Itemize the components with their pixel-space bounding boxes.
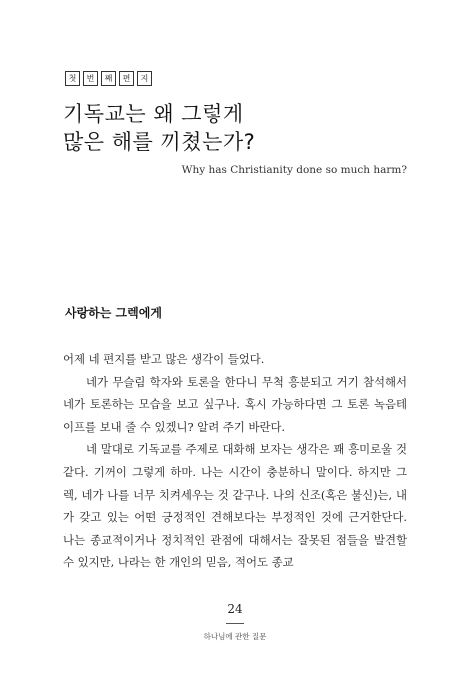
page-number: 24 (227, 602, 243, 616)
chapter-title-line-2: 많은 해를 끼쳤는가? (63, 130, 256, 154)
running-footer: 하나님에 관한 질문 (203, 632, 267, 641)
chapter-label-char: 째 (101, 71, 116, 86)
body-text (63, 348, 407, 574)
chapter-label-char: 첫 (65, 71, 80, 86)
paragraph: 어제 네 편지를 받고 많은 생각이 들었다. (63, 352, 265, 366)
chapter-label (65, 71, 152, 86)
footer-divider (226, 623, 244, 624)
english-subtitle: Why has Christianity done so much harm? (181, 164, 407, 176)
chapter-label-char: 번 (83, 71, 98, 86)
chapter-title (63, 100, 255, 156)
paragraph: 네가 무슬림 학자와 토론을 한다니 무척 흥분되고 거기 참석해서 네가 토론하는 모습을 보고 싶구나. 혹시 가능하다면 그 토론 녹음테이프를 보내 줄 수 있겠니? 알려 주기 바란다. (63, 374, 407, 434)
paragraph: 네 말대로 기독교를 주제로 대화해 보자는 생각은 꽤 흥미로울 것 같다. 기꺼이 그렇게 하마. 나는 시간이 충분하니 말이다. 하지만 그렉, 네가 나를 너무 치켜세우는 것 같구나. 나의 신조(혹은 불신)는, 내가 갖고 있는 어떤 긍정적인 견해보다는 부정적인 것에 근거한단다. 나는 종교적이거나 정치적인 관점에 대해서는 잘못된 점들을 발견할 수 있지만, 나라는 한 개인의 믿음, 적어도 종교 (63, 442, 407, 570)
chapter-label-char: 편 (119, 71, 134, 86)
letter-salutation: 사랑하는 그렉에게 (65, 306, 162, 320)
chapter-title-line-1: 기독교는 왜 그렇게 (63, 102, 244, 126)
chapter-label-char: 지 (137, 71, 152, 86)
